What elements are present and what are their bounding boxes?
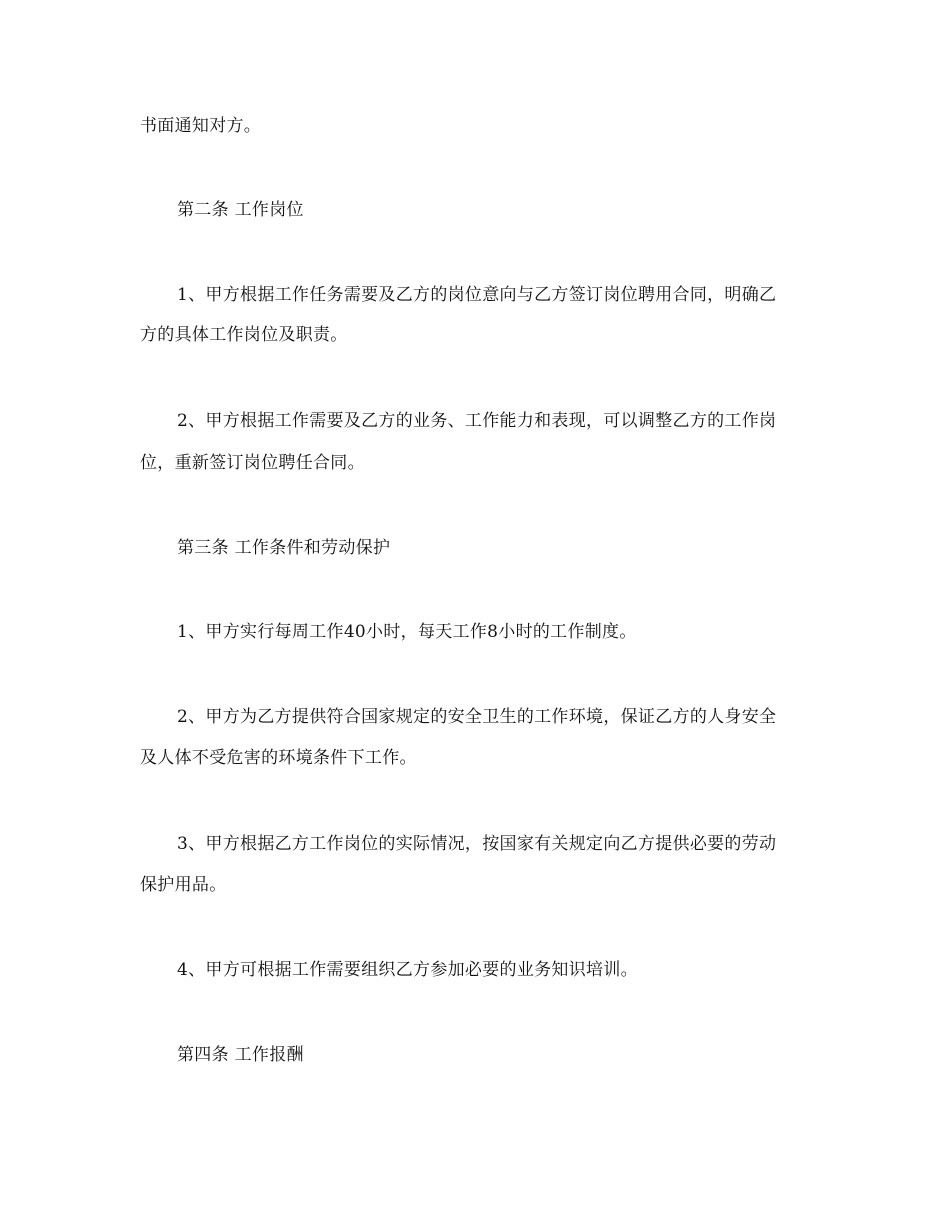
- article-3-clause-4: 4、甲方可根据工作需要组织乙方参加必要的业务知识培训。: [177, 960, 638, 980]
- article-3-clause-3-line-2: 保护用品。: [140, 875, 227, 895]
- article-2-clause-1-line-1: 1、甲方根据工作任务需要及乙方的岗位意向与乙方签订岗位聘用合同，明确乙: [177, 285, 777, 305]
- article-3-clause-2-line-1: 2、甲方为乙方提供符合国家规定的安全卫生的工作环境，保证乙方的人身安全: [177, 707, 777, 727]
- article-2-clause-2-line-2: 位，重新签订岗位聘任合同。: [140, 453, 365, 473]
- article-3-clause-2-line-2: 及人体不受危害的环境条件下工作。: [140, 748, 417, 768]
- article-3-clause-1: 1、甲方实行每周工作40小时，每天工作8小时的工作制度。: [177, 622, 637, 642]
- article-2-clause-1-line-2: 方的具体工作岗位及职责。: [140, 325, 348, 345]
- article-2-heading: 第二条 工作岗位: [177, 200, 304, 220]
- article-3-clause-3-line-1: 3、甲方根据乙方工作岗位的实际情况，按国家有关规定向乙方提供必要的劳动: [177, 834, 777, 854]
- text-line-notice-end: 书面通知对方。: [140, 116, 262, 136]
- article-4-heading: 第四条 工作报酬: [177, 1045, 304, 1065]
- article-2-clause-2-line-1: 2、甲方根据工作需要及乙方的业务、工作能力和表现，可以调整乙方的工作岗: [177, 411, 777, 431]
- article-3-heading: 第三条 工作条件和劳动保护: [177, 538, 391, 558]
